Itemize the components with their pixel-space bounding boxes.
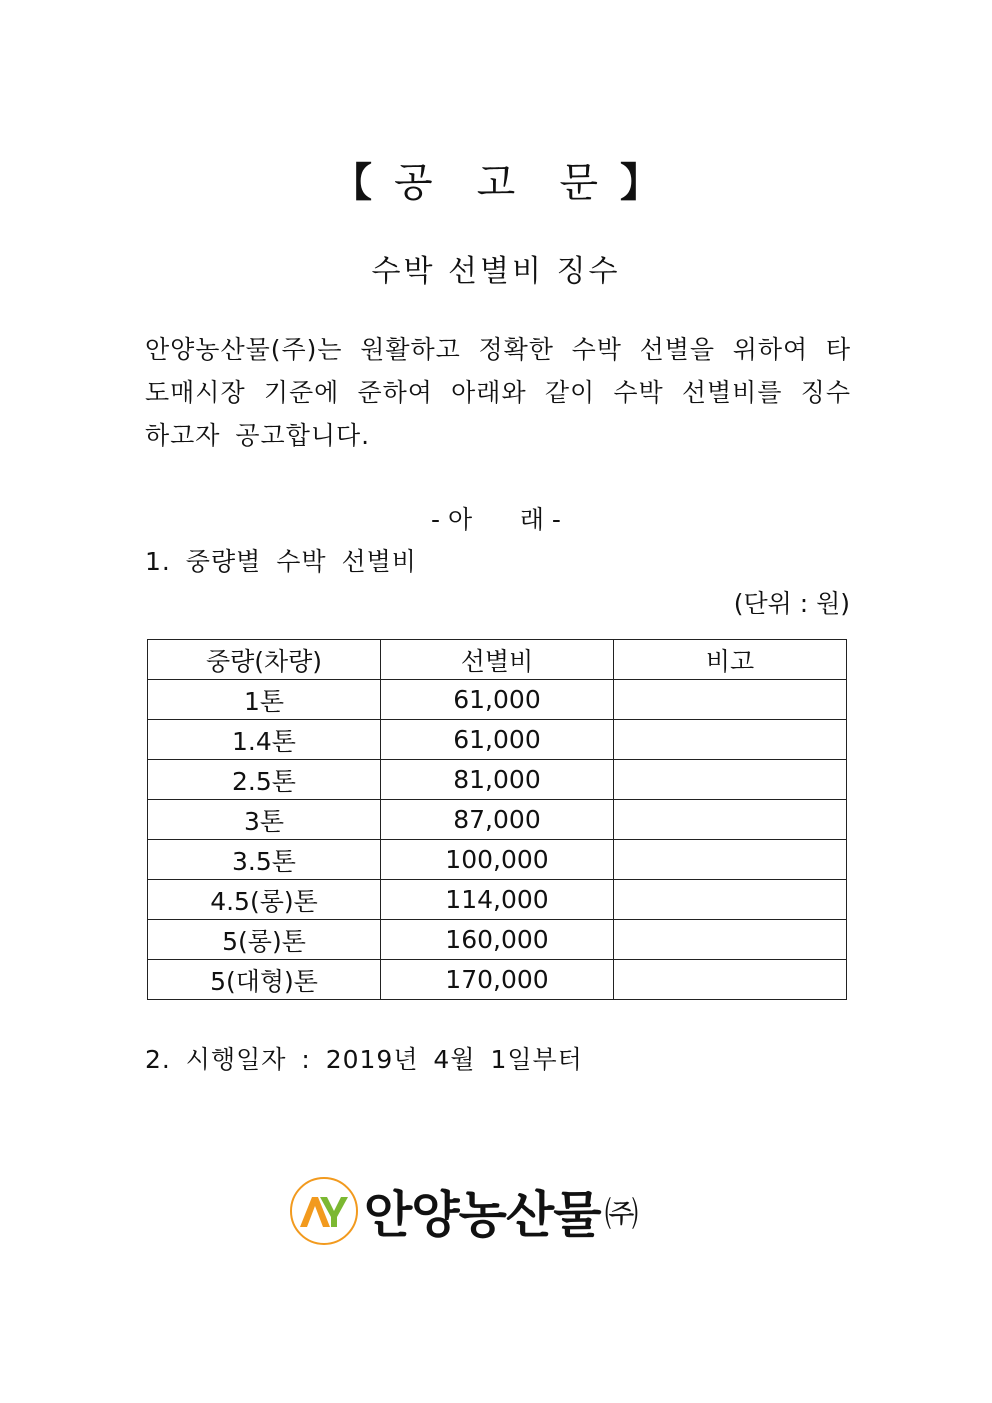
- table-row: [148, 800, 847, 840]
- cell-note: [614, 800, 847, 840]
- table-row: [148, 680, 847, 720]
- logo-mark-icon: [290, 1177, 358, 1245]
- table-row: [148, 840, 847, 880]
- cell-weight: 3톤: [148, 800, 381, 840]
- title-char-3: 문: [559, 160, 598, 206]
- notice-subtitle: 수박 선별비 징수: [371, 254, 621, 289]
- header-weight: 중량(차량): [148, 640, 381, 680]
- table-row: [148, 760, 847, 800]
- unit-label: (단위 : 원): [733, 589, 850, 618]
- cell-weight: 4.5(롱)톤: [148, 880, 381, 920]
- cell-note: [614, 920, 847, 960]
- section-1-heading: 1. 중량별 수박 선별비: [145, 547, 417, 576]
- cell-weight: 1톤: [148, 680, 381, 720]
- table-row: [148, 960, 847, 1000]
- cell-weight: 3.5톤: [148, 840, 381, 880]
- cell-note: [614, 680, 847, 720]
- cell-weight: 5(대형)톤: [148, 960, 381, 1000]
- cell-fee: 170,000: [381, 960, 614, 1000]
- cell-note: [614, 720, 847, 760]
- header-fee: 선별비: [381, 640, 614, 680]
- title-bracket-open: 【: [332, 160, 373, 206]
- cell-fee: 61,000: [381, 720, 614, 760]
- table-row: [148, 880, 847, 920]
- logo-ay-icon: [296, 1191, 352, 1231]
- cell-fee: 114,000: [381, 880, 614, 920]
- title-char-1: 공: [394, 160, 433, 206]
- sorting-fee-table: [147, 639, 847, 1000]
- title-char-2: 고: [476, 160, 516, 206]
- cell-weight: 5(롱)톤: [148, 920, 381, 960]
- intro-paragraph: 안양농산물(주)는 원활하고 정확한 수박 선별을 위하여 타 도매시장 기준에 준하여 아래와 같이 수박 선별비를 징수하고자 공고합니다.: [145, 335, 851, 450]
- logo-company-suffix: ㈜: [604, 1194, 639, 1235]
- header-note: 비고: [614, 640, 847, 680]
- company-logo: [290, 1176, 639, 1246]
- cell-fee: 81,000: [381, 760, 614, 800]
- cell-note: [614, 840, 847, 880]
- section-2-effective-date: 2. 시행일자 : 2019년 4월 1일부터: [145, 1045, 583, 1074]
- cell-note: [614, 960, 847, 1000]
- cell-fee: 61,000: [381, 680, 614, 720]
- table-row: [148, 720, 847, 760]
- below-marker: - 아 래 -: [431, 505, 561, 534]
- cell-fee: 160,000: [381, 920, 614, 960]
- table-row: [148, 920, 847, 960]
- cell-fee: 87,000: [381, 800, 614, 840]
- logo-company-name: 안양농산물: [364, 1186, 601, 1244]
- notice-title: [0, 158, 992, 208]
- cell-fee: 100,000: [381, 840, 614, 880]
- cell-weight: 1.4톤: [148, 720, 381, 760]
- title-bracket-close: 】: [619, 160, 660, 206]
- cell-note: [614, 760, 847, 800]
- table-header-row: [148, 640, 847, 680]
- cell-weight: 2.5톤: [148, 760, 381, 800]
- cell-note: [614, 880, 847, 920]
